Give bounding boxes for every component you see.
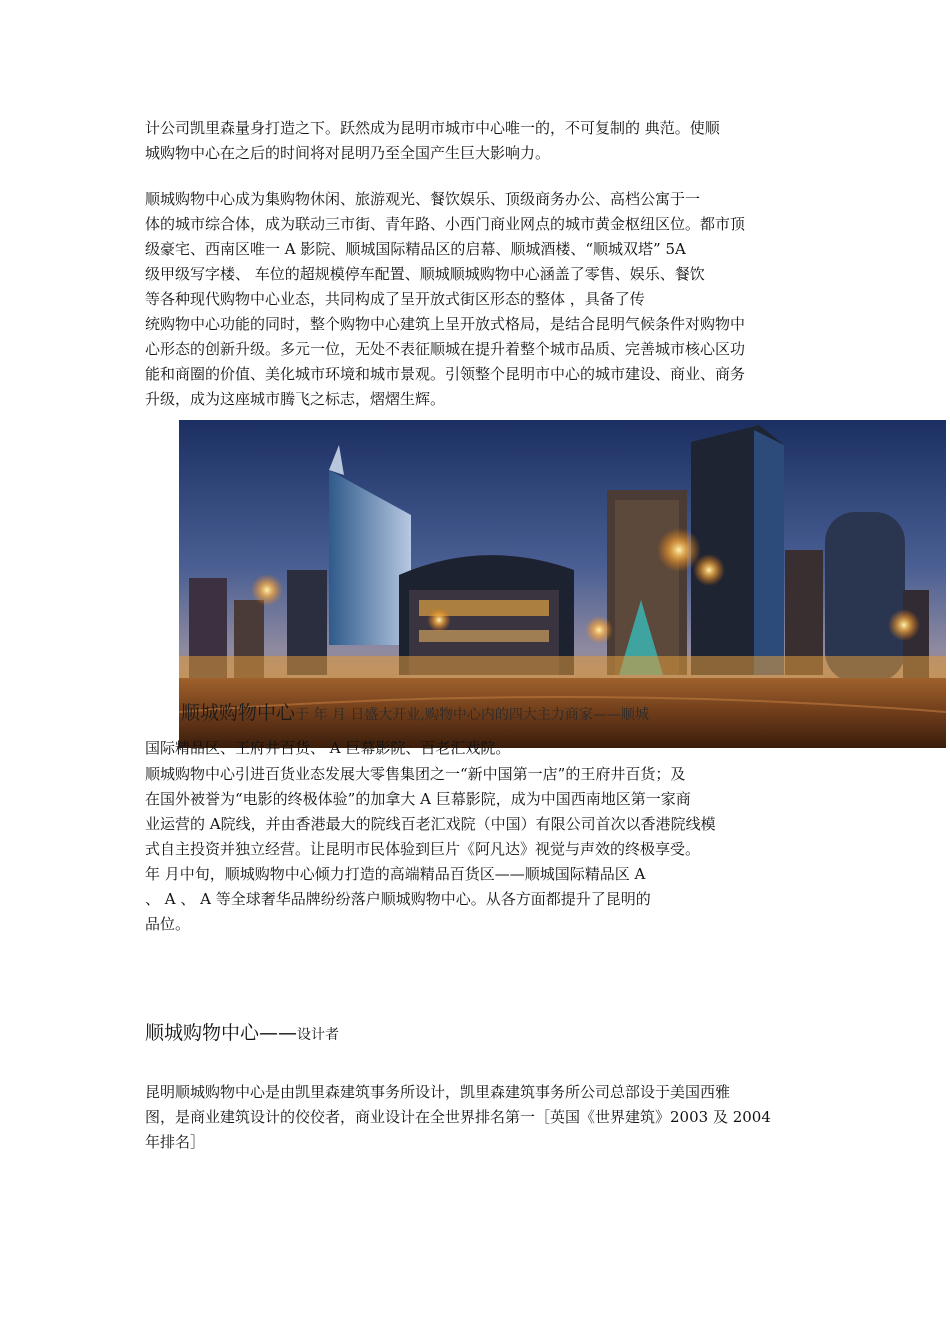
text-line: 顺城购物中心引进百货业态发展大零售集团之一“新中国第一店”的王府井百货；及	[145, 765, 686, 783]
text-line: 业运营的 A院线，并由香港最大的院线百老汇戏院（中国）有限公司首次以香港院线模	[145, 815, 716, 833]
text-line: 升级，成为这座城市腾飞之标志，熠熠生辉。	[145, 390, 446, 408]
photo-overlay-line-2: 国际精品区、王府井百货、 A 巨幕影院、百老汇戏院。	[145, 739, 511, 757]
text-line: 心形态的创新升级。多元一位，无处不表征顺城在提升着整个城市品质、完善城市核心区功	[145, 340, 746, 358]
section-heading-sub: 设计者	[297, 1027, 340, 1043]
section-heading	[145, 1018, 339, 1045]
text-line: 体的城市综合体，成为联动三市街、青年路、小西门商业网点的城市黄金枢纽区位。都市顶	[145, 215, 746, 233]
section-heading-main: 顺城购物中心——	[145, 1022, 298, 1044]
text-line: 式自主投资并独立经营。让昆明市民体验到巨片《阿凡达》视觉与声效的终极享受。	[145, 840, 701, 858]
text-line: 在国外被誉为“电影的终极体验”的加拿大 A 巨幕影院，成为中国西南地区第一家商	[145, 790, 691, 808]
text-line: 等各种现代购物中心业态，共同构成了呈开放式街区形态的整体 ，具备了传	[145, 290, 645, 308]
overlay-text: 于 年 月 日盛大开业,购物中心内的四大主力商家——顺城	[295, 707, 649, 723]
text-line: 年 月中旬，顺城购物中心倾力打造的高端精品百货区——顺城国际精品区 A	[145, 865, 646, 883]
overlay-heading: 顺城购物中心	[181, 702, 296, 724]
photo-overlay-line-1	[145, 698, 649, 725]
text-line: 年排名］	[145, 1133, 206, 1151]
text-line: 顺城购物中心成为集购物休闲、旅游观光、餐饮娱乐、顶级商务办公、高档公寓于一	[145, 190, 701, 208]
text-line: 级豪宅、西南区唯一 A 影院、顺城国际精品区的启幕、顺城酒楼、“顺城双塔” 5A	[145, 240, 686, 258]
text-line: 能和商圈的价值、美化城市环境和城市景观。引领整个昆明市中心的城市建设、商业、商务	[145, 365, 746, 383]
text-line: 图，是商业建筑设计的佼佼者，商业设计在全世界排名第一［英国《世界建筑》2003 及 2004	[145, 1108, 771, 1126]
text-line: 、 A 、 A 等全球奢华品牌纷纷落户顺城购物中心。从各方面都提升了昆明的	[145, 890, 651, 908]
text-line: 统购物中心功能的同时，整个购物中心建筑上呈开放式格局，是结合昆明气候条件对购物中	[145, 315, 746, 333]
text-line: 品位。	[145, 915, 191, 933]
text-line: 级甲级写字楼、 车位的超规模停车配置、顺城顺城购物中心涵盖了零售、娱乐、餐饮	[145, 265, 705, 283]
text-line: 昆明顺城购物中心是由凯里森建筑事务所设计，凯里森建筑事务所公司总部设于美国西雅	[145, 1083, 731, 1101]
text-line: 城购物中心在之后的时间将对昆明乃至全国产生巨大影响力。	[145, 144, 551, 162]
text-line: 计公司凯里森量身打造之下。跃然成为昆明市城市中心唯一的，不可复制的 典范。使顺	[145, 119, 720, 137]
